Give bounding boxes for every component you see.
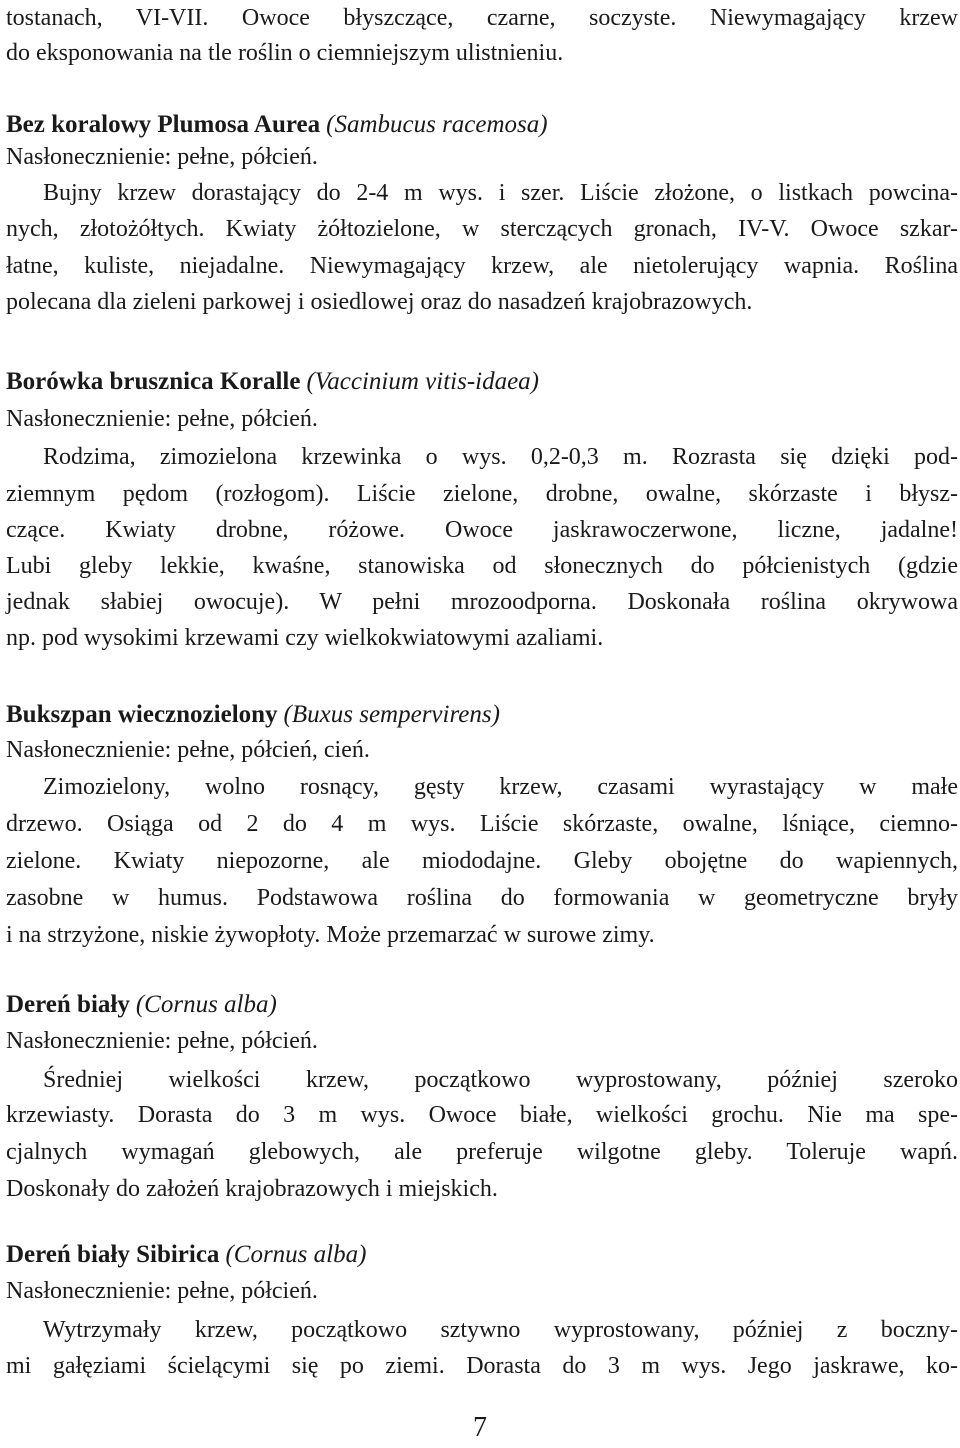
sun-requirement: Nasłonecznienie: pełne, półcień. — [6, 144, 318, 170]
entry-title: Dereń biały Sibirica — [6, 1241, 220, 1268]
body-text-line: czące. Kwiaty drobne, różowe. Owoce jaskrawoczerwone, liczne, jadalne! — [6, 517, 958, 543]
sun-requirement: Nasłonecznienie: pełne, półcień. — [6, 406, 318, 432]
body-text-line: Lubi gleby lekkie, kwaśne, stanowiska od słonecznych do półcienistych (gdzie — [6, 553, 958, 579]
body-text-line: Zimozielony, wolno rosnący, gęsty krzew, czasami wyrastający w małe — [43, 774, 958, 800]
sun-requirement: Nasłonecznienie: pełne, półcień, cień. — [6, 737, 370, 763]
entry-heading — [6, 367, 958, 397]
body-text-line: drzewo. Osiąga od 2 do 4 m wys. Liście skórzaste, owalne, lśniące, ciemno- — [6, 811, 958, 837]
entry-title: Bukszpan wiecznozielony — [6, 701, 278, 728]
body-text-line: Rodzima, zimozielona krzewinka o wys. 0,2-0,3 m. Rozrasta się dzięki pod- — [43, 444, 958, 470]
body-text-line: do eksponowania na tle roślin o ciemniejszym ulistnieniu. — [6, 40, 564, 66]
body-text-line: jednak słabiej owocuje). W pełni mrozoodporna. Doskonała roślina okrywowa — [6, 589, 958, 615]
body-text-line: np. pod wysokimi krzewami czy wielkokwiatowymi azaliami. — [6, 625, 604, 651]
entry-latin-name: (Buxus sempervirens) — [283, 701, 500, 728]
entry-heading — [6, 990, 958, 1020]
entry-title: Borówka brusznica Koralle — [6, 368, 301, 395]
body-text-line: Bujny krzew dorastający do 2-4 m wys. i szer. Liście złożone, o listkach powcina- — [43, 180, 958, 206]
sun-requirement: Nasłonecznienie: pełne, półcień. — [6, 1028, 318, 1054]
sun-requirement: Nasłonecznienie: pełne, półcień. — [6, 1278, 318, 1304]
entry-latin-name: (Cornus alba) — [225, 1241, 367, 1268]
body-text-line: krzewiasty. Dorasta do 3 m wys. Owoce białe, wielkości grochu. Nie ma spe- — [6, 1102, 958, 1128]
entry-heading — [6, 1240, 958, 1270]
body-text-line: mi gałęziami ścielącymi się po ziemi. Dorasta do 3 m wys. Jego jaskrawe, ko- — [6, 1353, 958, 1379]
body-text-line: Średniej wielkości krzew, początkowo wyprostowany, później szeroko — [43, 1067, 958, 1093]
entry-latin-name: (Vaccinium vitis-idaea) — [306, 368, 540, 395]
entry-heading — [6, 110, 958, 140]
body-text-line: tostanach, VI-VII. Owoce błyszczące, czarne, soczyste. Niewymagający krzew — [6, 5, 958, 31]
body-text-line: ziemnym pędom (rozłogom). Liście zielone, drobne, owalne, skórzaste i błysz- — [6, 481, 958, 507]
body-text-line: polecana dla zieleni parkowej i osiedlowej oraz do nasadzeń krajobrazowych. — [6, 289, 753, 315]
body-text-line: i na strzyżone, niskie żywopłoty. Może przemarzać w surowe zimy. — [6, 922, 655, 948]
entry-latin-name: (Sambucus racemosa) — [326, 111, 548, 138]
body-text-line: Doskonały do założeń krajobrazowych i miejskich. — [6, 1176, 498, 1202]
entry-title: Bez koralowy Plumosa Aurea — [6, 111, 321, 138]
body-text-line: zasobne w humus. Podstawowa roślina do formowania w geometryczne bryły — [6, 885, 958, 911]
entry-title: Dereń biały — [6, 991, 130, 1018]
page-number: 7 — [473, 1412, 487, 1443]
entry-heading — [6, 700, 958, 730]
body-text-line: cjalnych wymagań glebowych, ale preferuje wilgotne gleby. Toleruje wapń. — [6, 1139, 958, 1165]
body-text-line: Wytrzymały krzew, początkowo sztywno wyprostowany, później z boczny- — [43, 1317, 958, 1343]
body-text-line: nych, złotożółtych. Kwiaty żółtozielone, w sterczących gronach, IV-V. Owoce szkar- — [6, 216, 958, 242]
entry-latin-name: (Cornus alba) — [135, 991, 277, 1018]
body-text-line: zielone. Kwiaty niepozorne, ale miododajne. Gleby obojętne do wapiennych, — [6, 848, 958, 874]
body-text-line: łatne, kuliste, niejadalne. Niewymagający krzew, ale nietolerujący wapnia. Roślina — [6, 253, 958, 279]
